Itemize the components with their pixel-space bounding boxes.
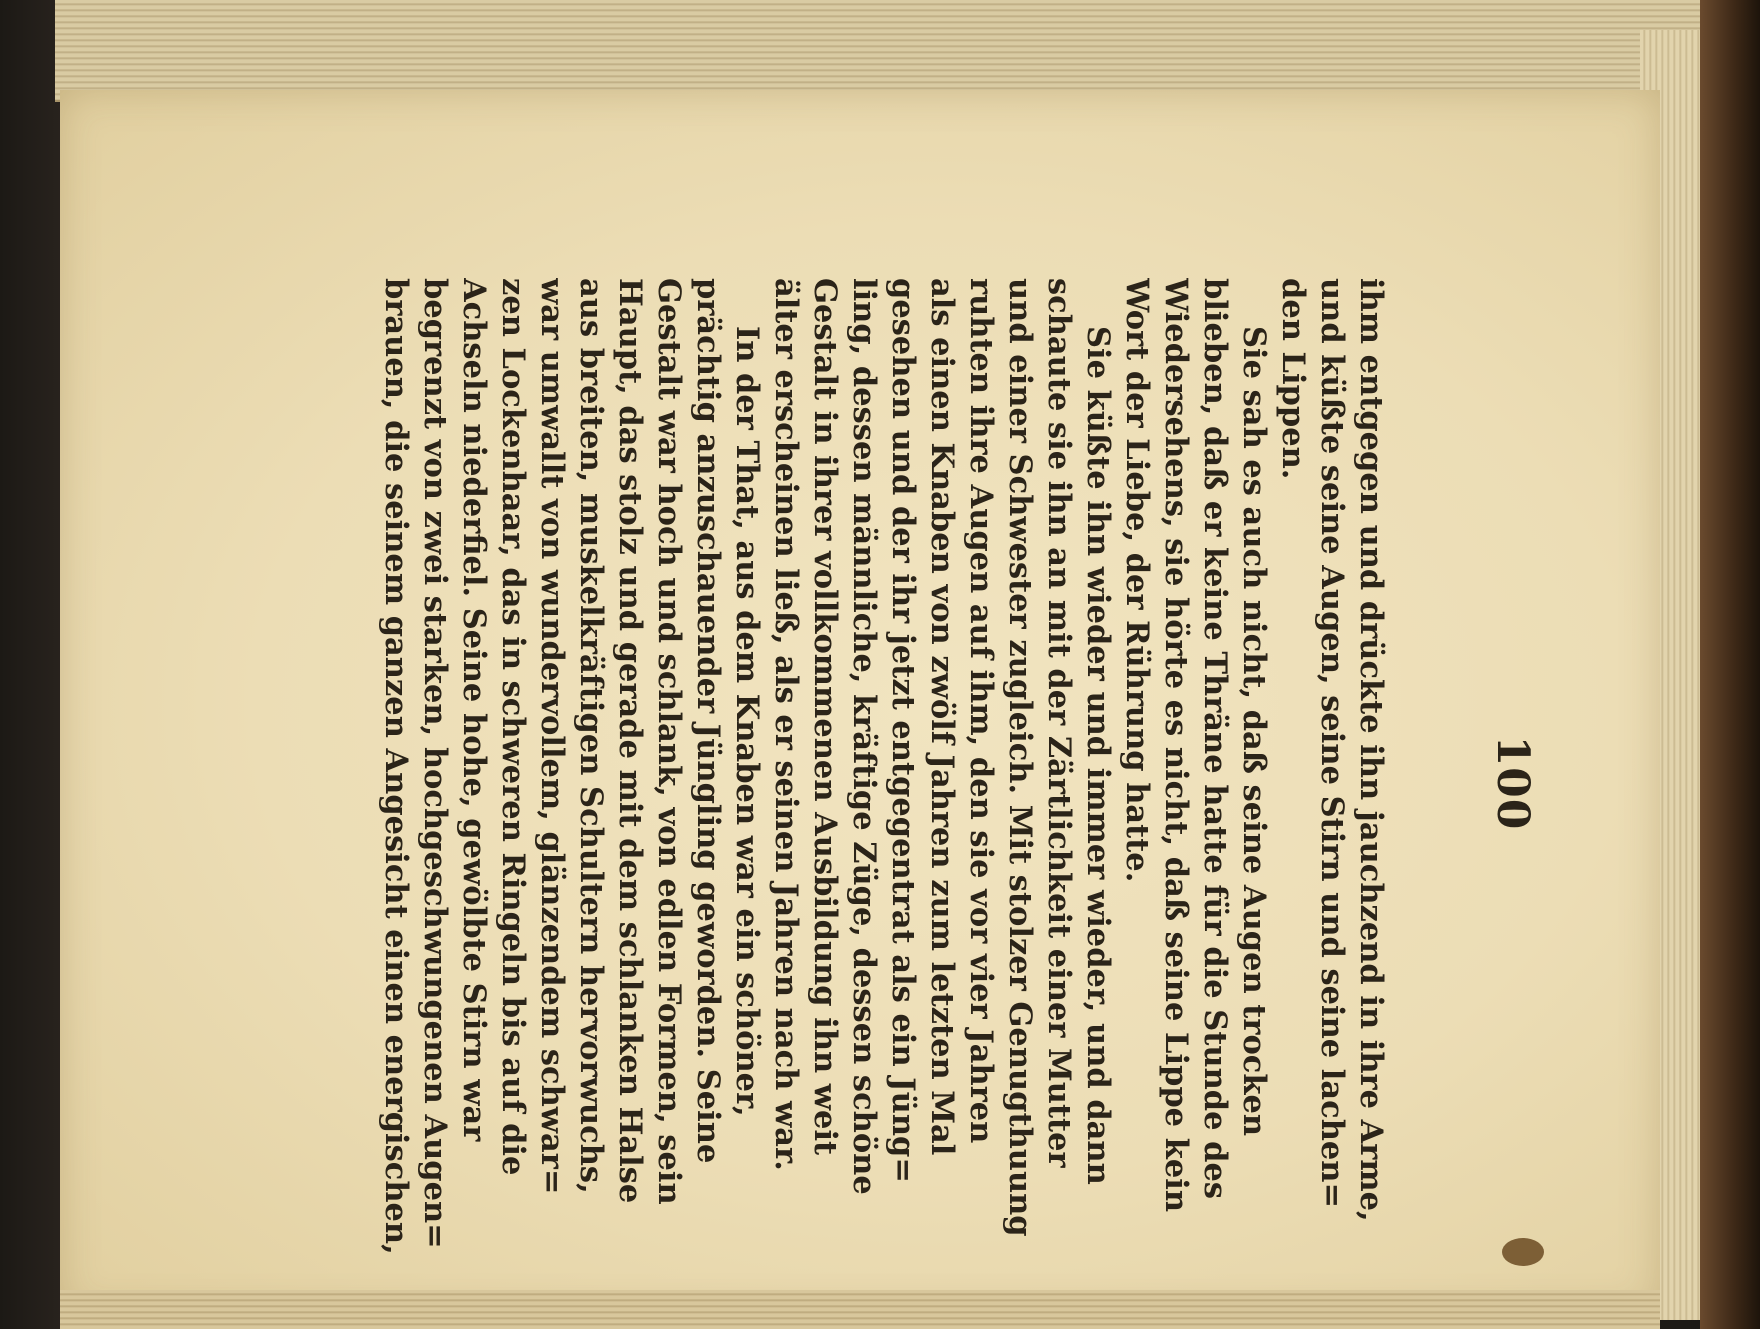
text-line: Sie küßte ihn wieder und immer wieder, und dann (1080, 326, 1116, 1185)
text-line: gesehen und der ihr jetzt entgegentrat als ein Jüng= (885, 278, 921, 1183)
page-number: 100 (1487, 735, 1538, 831)
text-line: ihm entgegen und drückte ihn jauchzend in ihre Arme, (1353, 278, 1389, 1222)
text-line: Gestalt war hoch und schlank, von edlen Formen, sein (651, 278, 687, 1205)
text-line: ling, dessen männliche, kräftige Züge, dessen schöne (846, 278, 882, 1195)
text-line: brauen, die seinem ganzen Angesicht einen energischen, (378, 278, 414, 1255)
text-line: und einer Schwester zugleich. Mit stolzer Genugthuung (1002, 278, 1038, 1237)
text-line: Achseln niederfiel. Seine hohe, gewölbte Stirn war (456, 278, 492, 1142)
text-line: war umwallt von wundervollem, glänzendem schwar= (534, 278, 570, 1195)
text-line: blieben, daß er keine Thräne hatte für die Stunde des (1197, 278, 1233, 1200)
book-top-page-edges (55, 0, 1720, 102)
body-text (376, 278, 1390, 1288)
text-line: begrenzt von zwei starken, hochgeschwungenen Augen= (417, 278, 453, 1249)
text-line: zen Lockenhaar, das in schweren Ringeln bis auf die (495, 278, 531, 1176)
text-line: Wort der Liebe, der Rührung hatte. (1119, 278, 1155, 883)
book-bottom-page-edges (60, 1290, 1660, 1329)
page-text-block (358, 278, 1538, 1288)
text-line: In der That, aus dem Knaben war ein schöner, (729, 326, 765, 1117)
text-line: Gestalt in ihrer vollkommenen Ausbildung ihn weit (807, 278, 843, 1156)
text-line: und küßte seine Augen, seine Stirn und seine lachen= (1314, 278, 1350, 1209)
book-cover-edge (1700, 0, 1760, 1329)
text-line: schaute sie ihn an mit der Zärtlichkeit einer Mutter (1041, 278, 1077, 1168)
text-line: Wiedersehens, sie hörte es nicht, daß seine Lippe kein (1158, 278, 1194, 1213)
text-line: ruhten ihre Augen auf ihm, den sie vor vier Jahren (963, 278, 999, 1144)
text-line: prächtig anzuschauender Jüngling geworden. Seine (690, 278, 726, 1164)
text-line: Sie sah es auch nicht, daß seine Augen trocken (1236, 326, 1272, 1137)
text-line: älter erscheinen ließ, als er seinen Jahren nach war. (768, 278, 804, 1171)
text-line: aus breiten, muskelkräftigen Schultern hervorwuchs, (573, 278, 609, 1194)
text-line: Haupt, das stolz und gerade mit dem schlanken Halse (612, 278, 648, 1204)
text-line: als einen Knaben von zwölf Jahren zum letzten Mal (924, 278, 960, 1156)
text-line: den Lippen. (1275, 278, 1311, 480)
